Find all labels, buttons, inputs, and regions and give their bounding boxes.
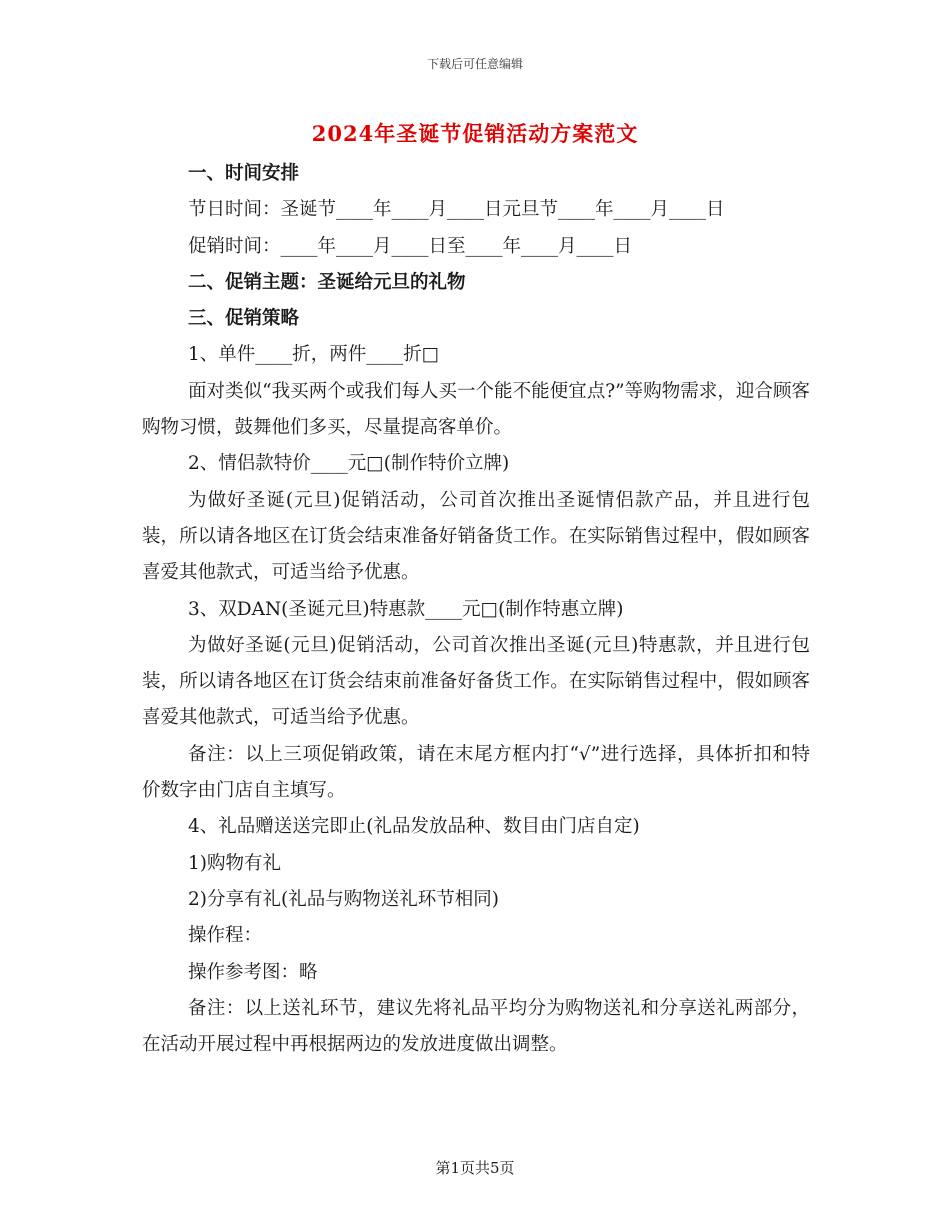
holiday-dates-line: 节日时间：圣诞节____年____月____日元旦节____年____月____日 <box>188 199 725 221</box>
header-note: 下载后可任意编辑 <box>426 57 523 71</box>
document-title: 2024年圣诞节促销活动方案范文 <box>311 121 639 146</box>
strategy-item-3-description: 为做好圣诞(元旦)促销活动，公司首次推出圣诞(元旦)特惠款，并且进行包装，所以请各地区在订货会结束前准备好备货工作。在实际销售过程中，假如顾客喜爱其他款式，可适当给予优惠。 <box>142 634 810 729</box>
section-heading-strategy: 三、促销策略 <box>188 308 300 330</box>
strategy-item-4: 4、礼品赠送送完即止(礼品发放品种、数目由门店自定) <box>188 816 640 838</box>
section-heading-theme: 二、促销主题：圣诞给元旦的礼物 <box>188 271 466 293</box>
document-body <box>142 156 810 1063</box>
strategy-item-3: 3、双DAN(圣诞元旦)特惠款____元□(制作特惠立牌) <box>188 598 624 620</box>
gift-option-2: 2)分享有礼(礼品与购物送礼环节相同) <box>188 888 499 910</box>
strategy-item-2-description: 为做好圣诞(元旦)促销活动，公司首次推出圣诞情侣款产品，并且进行包装，所以请各地区在订货会结束准备好销备货工作。在实际销售过程中，假如顾客喜爱其他款式，可适当给予优惠。 <box>142 489 810 584</box>
promotion-dates-line: 促销时间：____年____月____日至____年____月____日 <box>188 235 633 257</box>
operation-reference: 操作参考图：略 <box>188 961 318 983</box>
strategy-item-1: 1、单件____折，两件____折□ <box>188 344 440 366</box>
section-heading-schedule: 一、时间安排 <box>188 163 300 184</box>
operation-process: 操作程： <box>188 925 263 947</box>
page-footer: 第1页共5页 <box>435 1159 515 1177</box>
strategy-item-1-description: 面对类似“我买两个或我们每人买一个能不能便宜点?”等购物需求，迎合顾客购物习惯，鼓舞他们多买，尽量提高客单价。 <box>142 380 810 439</box>
gift-note: 备注：以上送礼环节，建议先将礼品平均分为购物送礼和分享送礼两部分，在活动开展过程中再根据两边的发放进度做出调整。 <box>142 997 810 1056</box>
strategy-item-2: 2、情侣款特价____元□(制作特价立牌) <box>188 453 510 475</box>
strategy-note: 备注：以上三项促销政策，请在末尾方框内打“√”进行选择，具体折扣和特价数字由门店自主填写。 <box>142 743 810 802</box>
gift-option-1: 1)购物有礼 <box>188 852 281 874</box>
